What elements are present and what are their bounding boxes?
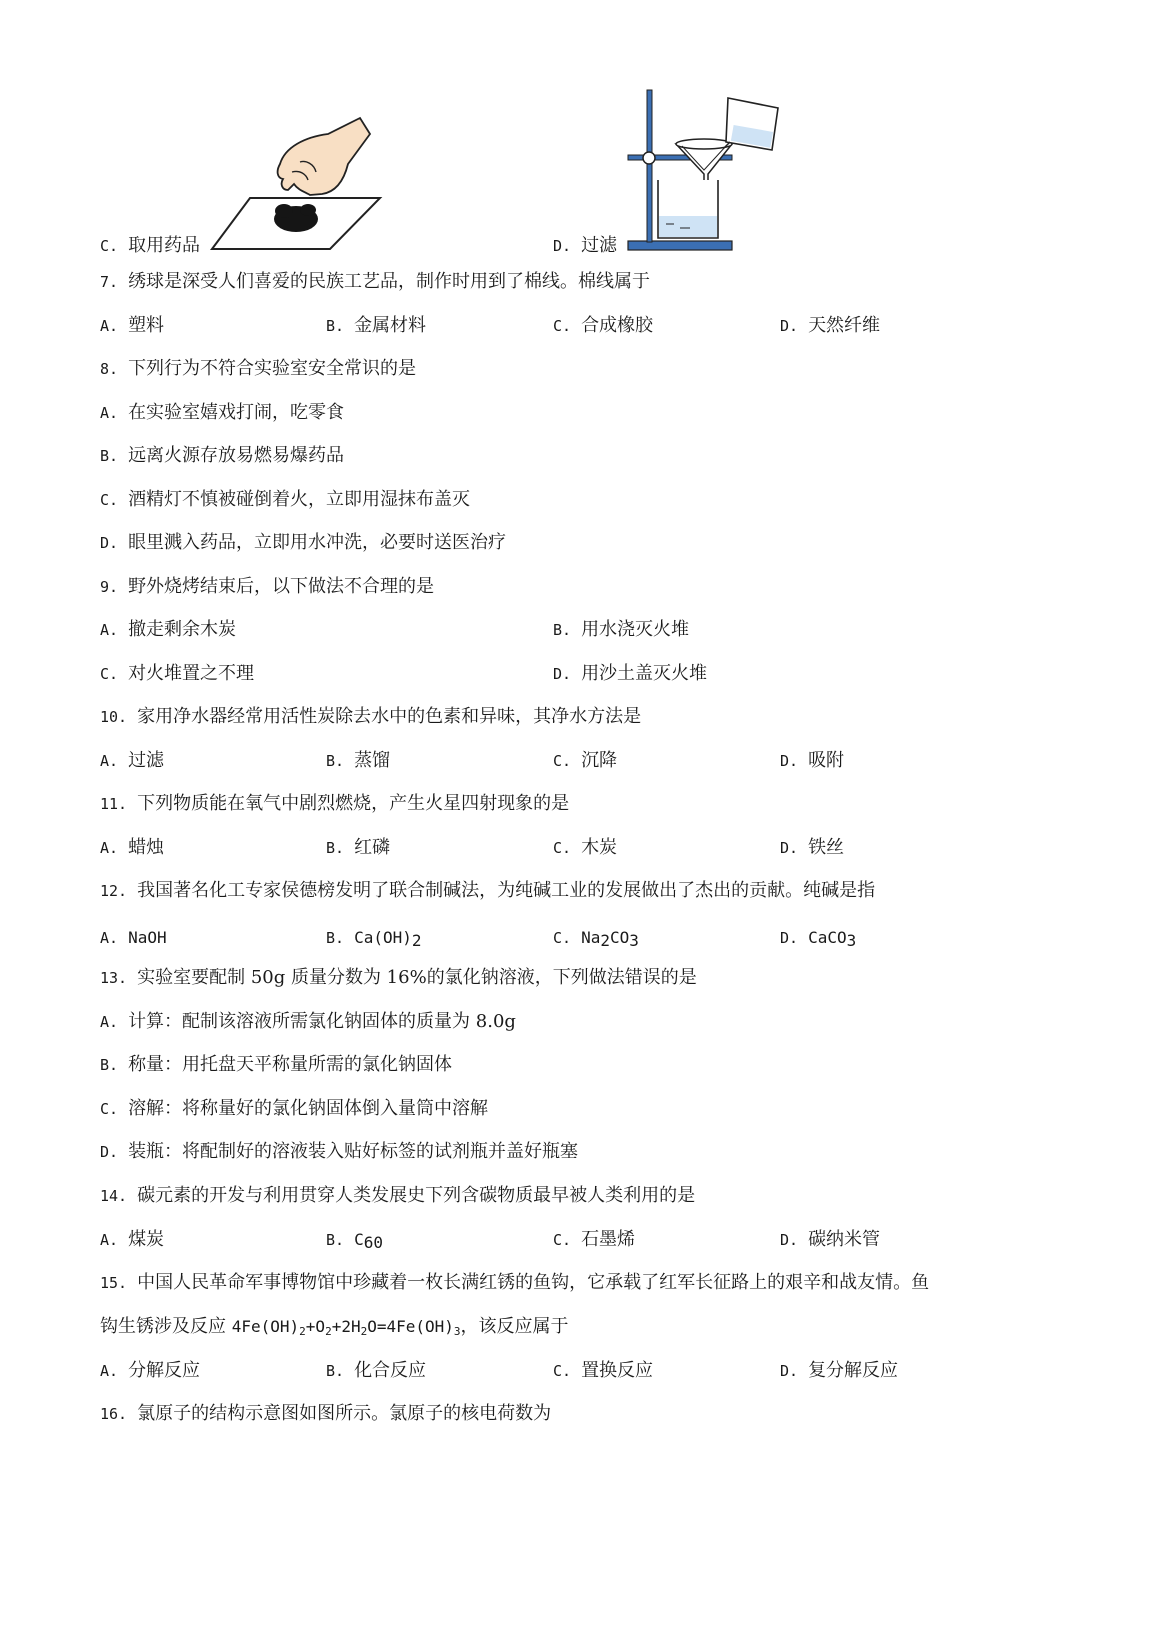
option-a: A. 蜡烛 xyxy=(100,837,165,858)
option-c: C. 酒精灯不慎被碰倒着火，立即用湿抹布盖灭 xyxy=(100,489,471,510)
option-b: B. 远离火源存放易燃易爆药品 xyxy=(100,445,345,466)
option-b: B. 红磷 xyxy=(326,837,391,858)
option-b: B. 称量：用托盘天平称量所需的氯化钠固体 xyxy=(100,1054,453,1075)
iron-stand-base xyxy=(628,241,732,250)
option-d: D. 天然纤维 xyxy=(780,315,881,336)
iron-stand-rod xyxy=(647,90,652,242)
option-d: D. 用沙土盖灭火堆 xyxy=(553,663,708,684)
option-d: D. 铁丝 xyxy=(780,837,845,858)
question-9-stem: 9. 野外烧烤结束后，以下做法不合理的是 xyxy=(100,576,435,597)
option-a: A. 在实验室嬉戏打闹，吃零食 xyxy=(100,402,345,423)
taking-drug-illustration xyxy=(210,112,385,252)
option-d: D. 复分解反应 xyxy=(780,1360,899,1381)
option-c-q6: C. 取用药品 xyxy=(100,235,201,256)
question-15-stem-line2: 钩生锈涉及反应 $4Fe(OH)_2+O_2+2H_2O=4Fe(OH)_3$，该反应属于 xyxy=(100,1316,569,1338)
option-b: B. 化合反应 xyxy=(326,1360,427,1381)
option-c: C. 石墨烯 xyxy=(553,1229,636,1250)
question-12-stem: 12. 我国著名化工专家侯德榜发明了联合制碱法，为纯碱工业的发展做出了杰出的贡献。纯碱是指 xyxy=(100,880,876,901)
option-a: A. 撤走剩余木炭 xyxy=(100,619,237,640)
question-10-stem: 10. 家用净水器经常用活性炭除去水中的色素和异味，其净水方法是 xyxy=(100,706,642,727)
option-d-q6: D. 过滤 xyxy=(553,235,618,256)
option-d: D. 碳纳米管 xyxy=(780,1229,881,1250)
question-14-stem: 14. 碳元素的开发与利用贯穿人类发展史下列含碳物质最早被人类利用的是 xyxy=(100,1185,696,1206)
option-a: A. 过滤 xyxy=(100,750,165,771)
option-d: D. 吸附 xyxy=(780,750,845,771)
option-a: A. 分解反应 xyxy=(100,1360,201,1381)
option-a: A. 煤炭 xyxy=(100,1229,165,1250)
question-11-stem: 11. 下列物质能在氧气中剧烈燃烧，产生火星四射现象的是 xyxy=(100,793,570,814)
option-b: B. 用水浇灭火堆 xyxy=(553,619,690,640)
option-b: B. 蒸馏 xyxy=(326,750,391,771)
hand-shape xyxy=(278,118,370,195)
question-7-stem: 7. 绣球是深受人们喜爱的民族工艺品，制作时用到了棉线。棉线属于 xyxy=(100,271,651,292)
option-c: C. $Na_2CO_3$ xyxy=(553,928,639,950)
option-d: D. CaCO$_3$ xyxy=(780,928,857,950)
filtration-apparatus-illustration xyxy=(620,88,795,256)
option-d: D. 眼里溅入药品，立即用水冲洗，必要时送医治疗 xyxy=(100,532,507,553)
option-c: C. 沉降 xyxy=(553,750,618,771)
option-c: C. 对火堆置之不理 xyxy=(100,663,255,684)
option-b: B. $C_{60}$ xyxy=(326,1230,383,1252)
question-15-stem: 15. 中国人民革命军事博物馆中珍藏着一枚长满红锈的鱼钩，它承载了红军长征路上的艰辛和战友情。鱼 xyxy=(100,1272,930,1293)
option-a: A. 计算：配制该溶液所需氯化钠固体的质量为 8.0g xyxy=(100,1011,516,1032)
option-c: C. 合成橡胶 xyxy=(553,315,654,336)
reaction-equation: $4Fe(OH)_2+O_2+2H_2O=4Fe(OH)_3$ xyxy=(231,1317,461,1338)
option-c: C. 木炭 xyxy=(553,837,618,858)
option-c: C. 溶解：将称量好的氯化钠固体倒入量筒中溶解 xyxy=(100,1098,489,1119)
question-16-stem: 16. 氯原子的结构示意图如图所示。氯原子的核电荷数为 xyxy=(100,1403,552,1424)
option-a: A. 塑料 xyxy=(100,315,165,336)
option-b: B. 金属材料 xyxy=(326,315,427,336)
question-13-stem: 13. 实验室要配制 50g 质量分数为 16%的氯化钠溶液，下列做法错误的是 xyxy=(100,967,697,988)
option-c: C. 置换反应 xyxy=(553,1360,654,1381)
option-d: D. 装瓶：将配制好的溶液装入贴好标签的试剂瓶并盖好瓶塞 xyxy=(100,1141,579,1162)
option-b: B. $Ca(OH)_2$ xyxy=(326,928,422,950)
question-8-stem: 8. 下列行为不符合实验室安全常识的是 xyxy=(100,358,417,379)
option-a: A. NaOH xyxy=(100,928,167,947)
